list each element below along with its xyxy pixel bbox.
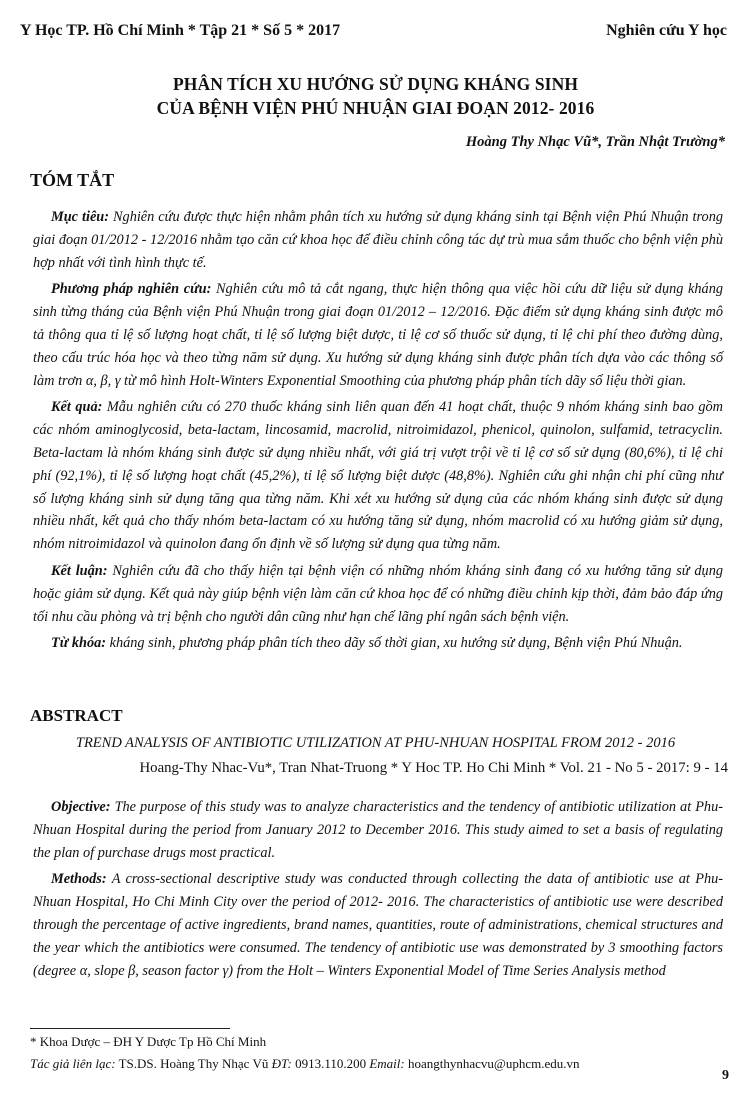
email-link[interactable]: hoangthynhacvu@uphcm.edu.vn (404, 1056, 580, 1071)
muctieu-paragraph (33, 206, 723, 274)
title-line-2: CỦA BỆNH VIỆN PHÚ NHUẬN GIAI ĐOẠN 2012- 2016 (156, 98, 595, 118)
abstract-body (33, 796, 723, 982)
email-label: Email: (369, 1056, 405, 1071)
ketqua-text: Mẫu nghiên cứu có 270 thuốc kháng sinh liên quan đến 41 hoạt chất, thuộc 9 nhóm kháng sinh bao gồm các nhóm aminoglycosid, beta-lactam, lincosamid, macrolid, nitroimidazol, phenicol, quinolon, sulfamid, tetracyclin. Beta-lactam là nhóm kháng sinh được sử dụng nhiều nhất, với giá trị vượt trội về tỉ lệ cơ số sử dụng (80,6%), tỉ lệ chi phí (92,1%), tỉ lệ số lượng hoạt chất (45,2%), tỉ lệ số lượng biệt dược (48,8%). Nghiên cứu ghi nhận chi phí cũng như số lượng kháng sinh sử dụng tăng qua từng năm. Khi xét xu hướng sử dụng của các nhóm kháng sinh được sử dụng nhiều nhất, kết quả cho thấy nhóm beta-lactam có xu hướng tăng sử dụng, nhóm macrolid có xu hướng giảm sử dụng, nhóm nitroimidazol và quinolon đang ổn định về số lượng sử dụng qua từng năm. (33, 399, 723, 553)
abstract-heading: ABSTRACT (30, 706, 123, 725)
phuongphap-text: Nghiên cứu mô tả cắt ngang, thực hiện thông qua việc hồi cứu dữ liệu sử dụng kháng sinh từng tháng của Bệnh viện Phú Nhuận trong giai đoạn 01/2012 – 12/2016. Đặc điểm sử dụng kháng sinh được mô tả thông qua tỉ lệ số lượng hoạt chất, tỉ lệ số lượng biệt dược, tỉ lệ cơ số thuốc sử dụng, tỉ lệ chi phí theo đường dùng, theo cấu trúc hóa học và theo từng năm sử dụng. Xu hướng sử dụng kháng sinh được phân tích dựa vào các thông số làm trơn α, β, γ từ mô hình Holt-Winters Exponential Smoothing của phương pháp phân tích dãy số liệu thời gian. (33, 281, 723, 389)
phone-label: ĐT: (271, 1056, 292, 1071)
methods-label: Methods: (51, 871, 107, 888)
authors: Hoàng Thy Nhạc Vũ*, Trần Nhật Trường* (465, 134, 725, 150)
article-title (0, 72, 751, 120)
ketqua-paragraph (33, 396, 723, 556)
contact-text: TS.DS. Hoàng Thy Nhạc Vũ (115, 1056, 272, 1071)
page-number: 9 (722, 1068, 729, 1083)
ketqua-label: Kết quả: (51, 399, 103, 416)
methods-paragraph (33, 868, 723, 982)
footnote-affiliation: * Khoa Dược – ĐH Y Dược Tp Hồ Chí Minh (30, 1034, 267, 1049)
citation: Hoang-Thy Nhac-Vu*, Tran Nhat-Truong * Y Hoc TP. Ho Chi Minh * Vol. 21 - No 5 - 2017: 9 - 14 (139, 760, 728, 776)
contact-label: Tác giả liên lạc: (30, 1056, 116, 1071)
journal-header: Y Học TP. Hồ Chí Minh * Tập 21 * Số 5 * 2017 (20, 22, 341, 39)
title-line-1: PHÂN TÍCH XU HƯỚNG SỬ DỤNG KHÁNG SINH (172, 74, 579, 94)
ketluan-paragraph (33, 560, 723, 628)
muctieu-label: Mục tiêu: (51, 209, 110, 225)
phuongphap-paragraph (33, 278, 723, 392)
footnote-contact (30, 1056, 580, 1072)
tukhoa-label: Từ khóa: (51, 635, 107, 652)
objective-label: Objective: (51, 799, 111, 815)
section-header: Nghiên cứu Y học (606, 22, 727, 39)
tukhoa-paragraph (33, 632, 723, 655)
ketluan-text: Nghiên cứu đã cho thấy hiện tại bệnh viện có những nhóm kháng sinh đang có xu hướng tăng sử dụng hoặc giảm sử dụng. Kết quả này giúp bệnh viện làm căn cứ khoa học để có những điều chỉnh kịp thời, đảm bảo đáp ứng tối nhu cầu phòng và trị bệnh cho người dân cũng như hạn chế lãng phí ngân sách bệnh viện. (33, 562, 723, 625)
methods-text: A cross-sectional descriptive study was conducted through collecting the data of antibiotic use at Phu-Nhuan Hospital, Ho Chi Minh City over the period of 2012- 2016. The characteristics of antibiotic use were described through the percentage of active ingredients, brand names, quantities, route of administrations, chemical structures and the year which the antibiotics were consumed. The tendency of antibiotic use was demonstrated by 3 smoothing factors (degree α, slope β, season factor γ) from the Holt – Winters Exponential Model of Time Series Analysis method (33, 871, 723, 979)
muctieu-text: Nghiên cứu được thực hiện nhằm phân tích xu hướng sử dụng kháng sinh tại Bệnh viện Phú Nhuận trong giai đoạn 01/2012 - 12/2016 nhằm tạo căn cứ khoa học để điều chỉnh công tác dự trù mua sắm thuốc cho bệnh viện phù hợp nhất với tình hình thực tế. (33, 209, 723, 271)
tomtat-heading: TÓM TẮT (30, 170, 115, 190)
phone-value: 0913.110.200 (291, 1056, 370, 1071)
english-title: TREND ANALYSIS OF ANTIBIOTIC UTILIZATION AT PHU-NHUAN HOSPITAL FROM 2012 - 2016 (75, 735, 676, 751)
tomtat-body (33, 206, 723, 655)
phuongphap-label: Phương pháp nghiên cứu: (51, 281, 212, 298)
ketluan-label: Kết luận: (51, 562, 108, 579)
objective-text: The purpose of this study was to analyze characteristics and the tendency of antibiotic utilization at Phu-Nhuan Hospital during the period from January 2012 to December 2016. This study aimed to set a basis of regulating the plan of purchase drugs most practical. (33, 799, 723, 861)
objective-paragraph (33, 796, 723, 864)
tukhoa-text: kháng sinh, phương pháp phân tích theo dãy số thời gian, xu hướng sử dụng, Bệnh viện Phú Nhuận. (106, 635, 683, 652)
footnote-divider (30, 1028, 230, 1029)
